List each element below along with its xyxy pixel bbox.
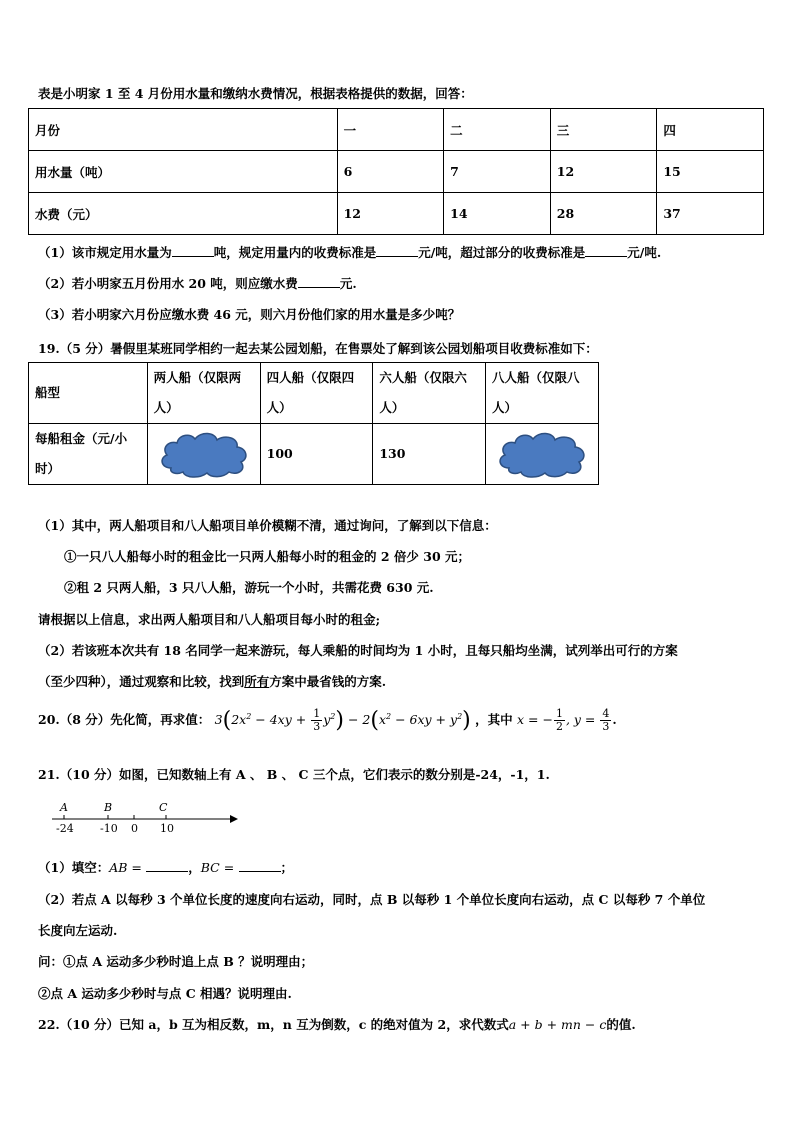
- axis-arrow-icon: [230, 815, 238, 823]
- answer-blank: [239, 861, 281, 872]
- q19-p2b-underlined: 所有: [244, 674, 270, 689]
- table-cell: 28: [550, 193, 657, 235]
- table-cell: 三: [550, 109, 657, 151]
- q18-p2-text: 元.: [339, 276, 357, 291]
- table-cell: 八人船（仅限八人）: [485, 363, 598, 424]
- number-line-diagram: [44, 798, 244, 838]
- answer-blank: [298, 277, 340, 288]
- table-cell: 12: [550, 151, 657, 193]
- q21-question-1: 问：①点 A 运动多少秒时追上点 B ？说明理由；: [38, 954, 314, 969]
- table-cell: 14: [444, 193, 551, 235]
- table-cell-blurred: [147, 424, 260, 485]
- water-usage-table: [28, 108, 764, 235]
- q20-line: [38, 708, 617, 733]
- q21-p1-text: ；: [280, 860, 294, 875]
- q21-p1-text: ，: [188, 860, 201, 875]
- q19-info-1: ①一只八人船每小时的租金比一只两人船每小时的租金的 2 倍少 30 元；: [64, 549, 471, 564]
- q18-part1: [38, 243, 661, 261]
- q21-part2-b: 长度向左运动.: [38, 923, 118, 938]
- q21-stem: 21.（10 分）如图，已知数轴上有 A 、 B 、 C 三个点，它们表示的数分别是-24，-1，1.: [38, 767, 550, 782]
- q19-part2-b: [38, 672, 386, 690]
- tick-label: 10: [160, 822, 174, 835]
- table-row: [29, 193, 764, 235]
- q20-expression: $3(2x^2 - 4xy$ + $\frac{1}{3}$ $y^2) - 2(x^2 - 6xy + y^2)$: [214, 707, 471, 733]
- table-cell: 一: [337, 109, 444, 151]
- q22-text: 22.（10 分）已知 a，b 互为相反数，m，n 互为倒数，c 的绝对值为 2，求代数式: [38, 1017, 509, 1032]
- q18-part2: [38, 274, 357, 292]
- q19-part1: （1）其中，两人船项目和八人船项目单价模糊不清，通过询问，了解到以下信息：: [38, 518, 497, 533]
- tick-label: 0: [131, 822, 138, 835]
- answer-blank: [172, 246, 214, 257]
- q18-p2-text: （2）若小明家五月份用水 20 吨，则应缴水费: [38, 276, 298, 291]
- table-cell: 7: [444, 151, 551, 193]
- q19-ask: 请根据以上信息，求出两人船项目和八人船项目每小时的租金;: [38, 612, 381, 627]
- table-row: [29, 424, 599, 485]
- q18-p1-text: （1）该市规定用水量为: [38, 245, 172, 260]
- q22-tail: 的值.: [606, 1017, 636, 1032]
- q21-p1-text: （1）填空：: [38, 860, 110, 875]
- cloud-blur-icon: [495, 428, 589, 480]
- q18-part3: （3）若小明家六月份应缴水费 46 元，则六月份他们家的用水量是多少吨？: [38, 307, 461, 322]
- table-cell: 四: [657, 109, 764, 151]
- q18-p1-text: 吨，规定用量内的收费标准是: [213, 245, 377, 260]
- table-cell: 12: [337, 193, 444, 235]
- table-cell: 两人船（仅限两人）: [147, 363, 260, 424]
- q21-bc-label: BC =: [200, 860, 235, 875]
- q19-part2-a: （2）若该班本次共有 18 名同学一起来游玩，每人乘船的时间均为 1 小时，且每只船均坐满，试列举出可行的方案: [38, 643, 678, 658]
- point-label-a: A: [60, 801, 68, 814]
- table-cell: 四人船（仅限四人）: [260, 363, 373, 424]
- point-label-b: B: [104, 801, 113, 814]
- q20-values: x = − $\frac{1}{2}$ , y = $\frac{4}{3}$: [516, 707, 610, 733]
- point-label-c: C: [159, 801, 168, 814]
- intro-line: 表是小明家 1 至 4 月份用水量和缴纳水费情况，根据表格提供的数据，回答：: [38, 86, 473, 101]
- q22-line: [38, 1015, 636, 1033]
- table-cell: 水费（元）: [29, 193, 338, 235]
- table-row: [29, 109, 764, 151]
- q20-prefix: 20.（8 分）先化简，再求值：: [38, 712, 211, 727]
- table-cell-blurred: [485, 424, 598, 485]
- q22-expression: a + b + mn − c: [508, 1017, 607, 1032]
- q21-part2-a: （2）若点 A 以每秒 3 个单位长度的速度向右运动，同时，点 B 以每秒 1 个单位长度向右运动，点 C 以每秒 7 个单位: [38, 892, 706, 907]
- table-row: [29, 151, 764, 193]
- table-cell: 15: [657, 151, 764, 193]
- q18-p1-text: 元/吨，超过部分的收费标准是: [418, 245, 586, 260]
- table-cell: 用水量（吨）: [29, 151, 338, 193]
- table-row: [29, 363, 599, 424]
- table-cell: 37: [657, 193, 764, 235]
- q21-part1: [38, 858, 293, 876]
- table-cell: 船型: [29, 363, 148, 424]
- q19-info-2: ②租 2 只两人船，3 只八人船，游玩一个小时，共需花费 630 元.: [64, 580, 434, 595]
- table-cell: 每船租金（元/小时）: [29, 424, 148, 485]
- answer-blank: [585, 246, 627, 257]
- tick-label: -24: [56, 822, 74, 835]
- q20-where: ，其中: [475, 712, 513, 727]
- q21-question-2: ②点 A 运动多少秒时与点 C 相遇？说明理由.: [38, 986, 292, 1001]
- table-cell: 6: [337, 151, 444, 193]
- table-cell: 月份: [29, 109, 338, 151]
- q19-p2b-text: 方案中最省钱的方案.: [269, 674, 387, 689]
- q19-stem: 19.（5 分）暑假里某班同学相约一起去某公园划船，在售票处了解到该公园划船项目收费标准如下：: [38, 341, 598, 356]
- table-cell: 六人船（仅限六人）: [373, 363, 486, 424]
- q20-tail: .: [612, 712, 617, 727]
- table-cell: 130: [373, 424, 486, 485]
- answer-blank: [146, 861, 188, 872]
- q21-ab-label: AB =: [109, 860, 142, 875]
- q19-p2b-text: （至少四种），通过观察和比较，找到: [38, 674, 245, 689]
- boat-fee-table: [28, 362, 599, 485]
- answer-blank: [376, 246, 418, 257]
- table-cell: 二: [444, 109, 551, 151]
- cloud-blur-icon: [157, 428, 251, 480]
- q18-p1-text: 元/吨.: [627, 245, 662, 260]
- table-cell: 100: [260, 424, 373, 485]
- tick-label: -10: [100, 822, 118, 835]
